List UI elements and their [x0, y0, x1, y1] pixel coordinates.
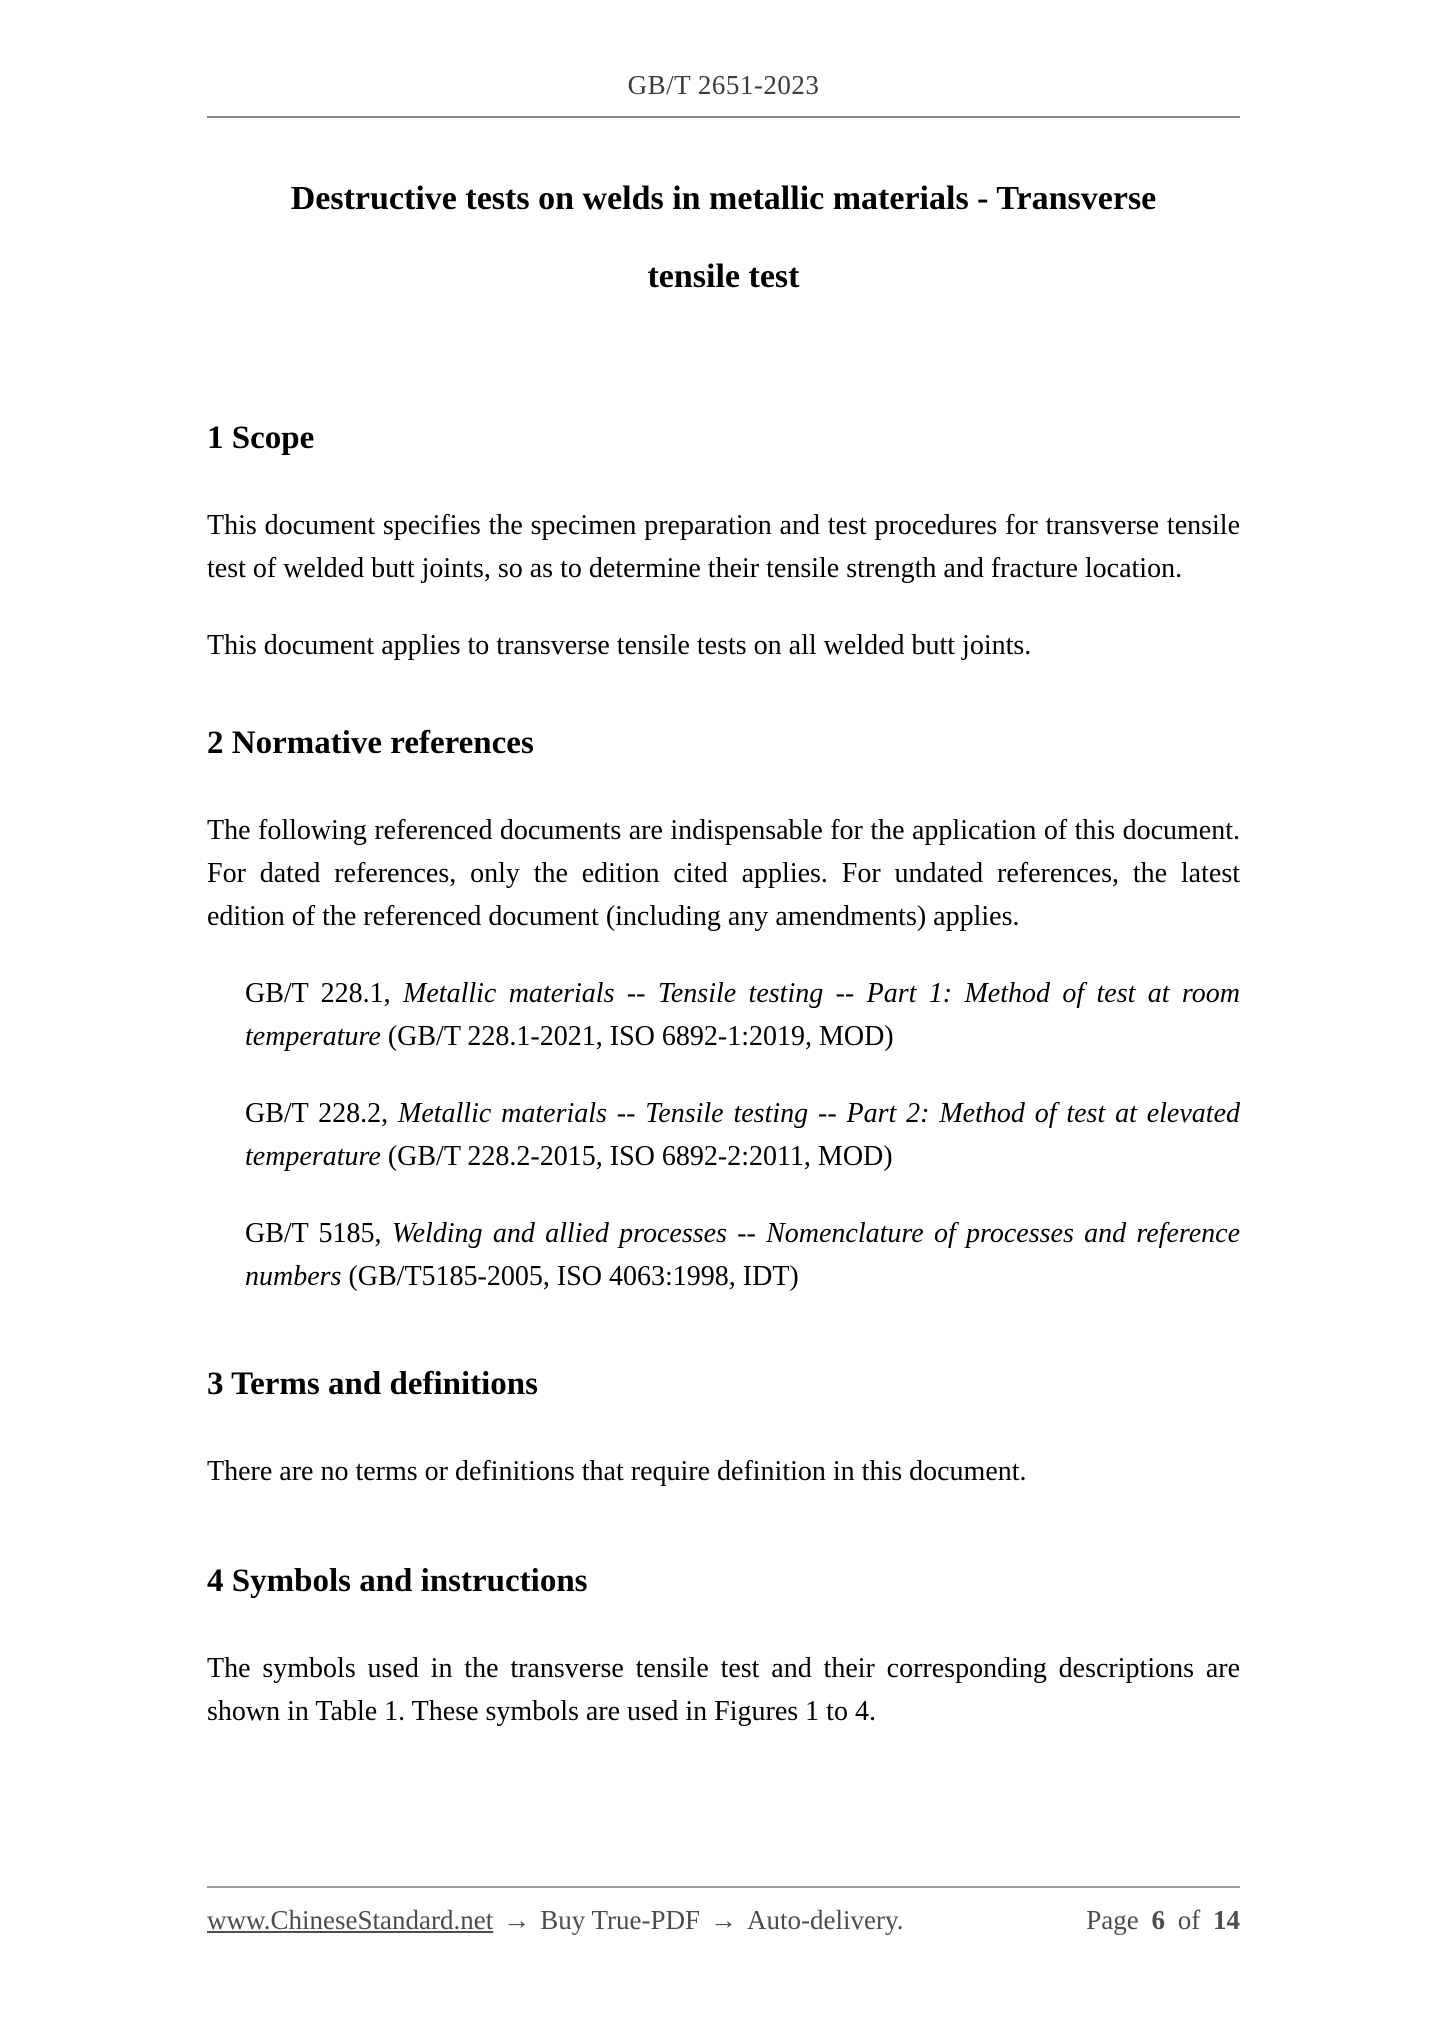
reference-item-3	[245, 1212, 1240, 1298]
heading-normative-references: 2 Normative references	[207, 725, 534, 761]
reference-3-edition: (GB/T5185-2005, ISO 4063:1998, IDT)	[341, 1261, 799, 1292]
reference-3-title: Welding and allied processes -- Nomenclature of processes and reference numbers	[245, 1218, 1240, 1292]
reference-3-code: GB/T 5185,	[245, 1218, 392, 1249]
terms-paragraph: There are no terms or definitions that require definition in this document.	[207, 1456, 1027, 1487]
reference-1-edition: (GB/T 228.1-2021, ISO 6892-1:2019, MOD)	[380, 1021, 894, 1052]
footer-page-indicator	[1086, 1905, 1240, 1936]
header-divider	[207, 116, 1240, 118]
reference-2-code: GB/T 228.2,	[245, 1098, 398, 1129]
document-title	[207, 160, 1240, 316]
normative-intro-paragraph: The following referenced documents are indispensable for the application of this document. For dated references, only the edition cited applies. For undated references, the latest edition of the referenced document (including any amendments) applies.	[207, 815, 1240, 932]
heading-scope: 1 Scope	[207, 420, 315, 456]
reference-2-title: Metallic materials -- Tensile testing -- Part 2: Method of test at elevated temperature	[245, 1098, 1240, 1172]
page-footer	[207, 1886, 1240, 1936]
footer-arrow-icon-1: →	[503, 1905, 531, 1935]
footer-arrow-icon-2: →	[710, 1905, 738, 1935]
footer-page-total: 14	[1213, 1905, 1240, 1935]
document-title-line2: tensile test	[647, 258, 800, 295]
footer-buy-text: Buy True-PDF	[540, 1905, 701, 1935]
doc-number-header: GB/T 2651-2023	[627, 70, 820, 100]
footer-page-current: 6	[1151, 1905, 1165, 1935]
footer-website-link[interactable]: www.ChineseStandard.net	[207, 1905, 494, 1935]
scope-paragraph-1: This document specifies the specimen preparation and test procedures for transverse tensile test of welded butt joints, so as to determine their tensile strength and fracture location.	[207, 510, 1240, 584]
reference-1-title: Metallic materials -- Tensile testing -- Part 1: Method of test at room temperature	[245, 978, 1240, 1052]
reference-2-edition: (GB/T 228.2-2015, ISO 6892-2:2011, MOD)	[380, 1141, 893, 1172]
footer-source-line	[207, 1905, 903, 1936]
footer-delivery-text: Auto-delivery.	[747, 1905, 904, 1935]
symbols-paragraph: The symbols used in the transverse tensile test and their corresponding descriptions are shown in Table 1. These symbols are used in Figures 1 to 4.	[207, 1653, 1240, 1727]
reference-item-1	[245, 972, 1240, 1058]
footer-of-label: of	[1177, 1905, 1201, 1935]
reference-1-code: GB/T 228.1,	[245, 978, 404, 1009]
reference-item-2	[245, 1092, 1240, 1178]
heading-terms-definitions: 3 Terms and definitions	[207, 1366, 538, 1402]
document-title-line1: Destructive tests on welds in metallic materials - Transverse	[290, 180, 1157, 217]
footer-page-label: Page	[1086, 1905, 1139, 1935]
page-content	[207, 0, 1240, 1733]
scope-paragraph-2: This document applies to transverse tensile tests on all welded butt joints.	[207, 630, 1032, 661]
heading-symbols-instructions: 4 Symbols and instructions	[207, 1563, 588, 1599]
